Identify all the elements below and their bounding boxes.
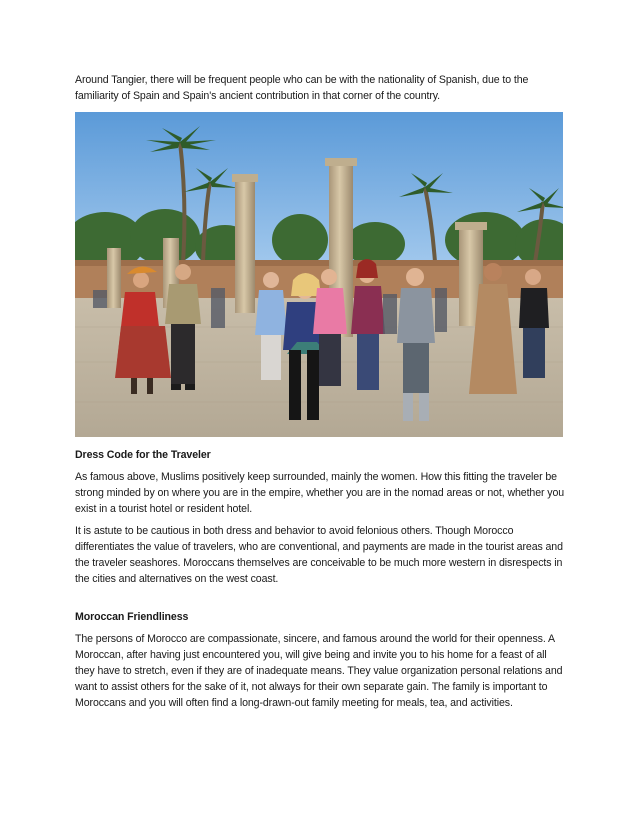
tourist-group-photo — [75, 112, 563, 437]
dress-code-heading: Dress Code for the Traveler — [75, 449, 211, 461]
document-page — [75, 72, 567, 717]
friendliness-paragraph: The persons of Morocco are compassionate, sincere, and famous around the world for their openness. A Moroccan, after having just encountered you, will give being and invite you to his home for a feast of all they have to stretch, even if they are of inadequate means. They value organization personal relations and want to assist others for the sake of it, not always for their own separate gain. The family is important to Moroccans and you will often find a long-drawn-out family meeting for meals, tea, and activities. — [75, 633, 563, 709]
intro-paragraph: Around Tangier, there will be frequent people who can be with the nationality of Spanish, due to the familiarity of Spain and Spain's ancient contribution in that corner of the country. — [75, 74, 529, 102]
dress-code-paragraph-2: It is astute to be cautious in both dress and behavior to avoid felonious others. Though Morocco differentiates the value of travelers, who are conventional, and payments are made in the tourist areas and the traveler seashores. Moroccans themselves are conceivable to be much more western in disrespects in the cities and alternatives on the west coast. — [75, 525, 563, 585]
dress-code-paragraph-1: As famous above, Muslims positively keep surrounded, mainly the women. How this fitting the traveler be strong minded by on where you are in the empire, whether you are in the nomad areas or not, whether you exist in a tourist hotel or resident hotel. — [75, 471, 565, 515]
friendliness-heading: Moroccan Friendliness — [75, 611, 189, 623]
